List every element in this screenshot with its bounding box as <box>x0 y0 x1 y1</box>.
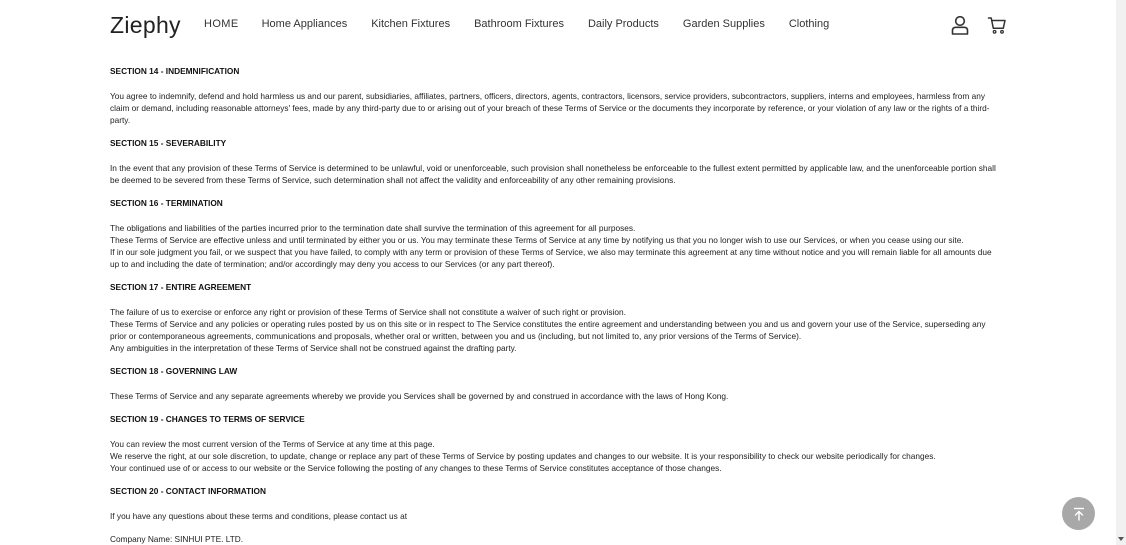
main-nav <box>204 18 853 30</box>
section-paragraph: If you have any questions about these terms and conditions, please contact us at <box>110 511 408 521</box>
section-paragraph: These Terms of Service are effective unless and until terminated by either you or us. You may terminate these Terms of Service at any time by notifying us that you no longer wish to use our Services, or when you cease using our site. <box>110 235 964 245</box>
terms-content <box>110 38 1002 545</box>
cart-icon[interactable] <box>987 15 1007 35</box>
site-header <box>0 0 1116 52</box>
section-paragraph: You agree to indemnify, defend and hold harmless us and our parent, subsidiaries, affiliates, partners, officers, directors, agents, contractors, licensors, service providers, subcontractors, suppliers, interns and employees, harmless from any claim or demand, including reasonable attorneys' fees, made by any third-party due to or arising out of your breach of these Terms of Service or the documents they incorporate by reference, or your violation of any law or the rights of a third-party. <box>110 91 990 125</box>
section-paragraph: Any ambiguities in the interpretation of these Terms of Service shall not be construed against the drafting party. <box>110 343 517 353</box>
nav-home-appliances[interactable]: Home Appliances <box>261 18 348 30</box>
section-paragraph: If in our sole judgment you fail, or we suspect that you have failed, to comply with any term or provision of these Terms of Service, we also may terminate this agreement at any time without notice and you will remain liable for all amounts due up to and including the date of termination; and/or accordingly may deny you access to our Services (or any part thereof). <box>110 247 992 269</box>
nav-home[interactable]: HOME <box>204 18 239 30</box>
section-heading: SECTION 16 - TERMINATION <box>110 198 223 208</box>
section-heading: SECTION 15 - SEVERABILITY <box>110 138 227 148</box>
nav-clothing[interactable]: Clothing <box>788 18 830 30</box>
terms-sections <box>110 65 1002 522</box>
user-icon[interactable] <box>950 15 970 35</box>
section-heading: SECTION 14 - INDEMNIFICATION <box>110 66 240 76</box>
site-logo[interactable]: Ziephy <box>110 12 181 38</box>
section-paragraph: The failure of us to exercise or enforce any right or provision of these Terms of Service shall not constitute a waiver of such right or provision. <box>110 307 626 317</box>
page-scrollbar[interactable] <box>1116 0 1126 545</box>
section-paragraph: The obligations and liabilities of the parties incurred prior to the termination date shall survive the termination of this agreement for all purposes. <box>110 223 636 233</box>
section-heading: SECTION 20 - CONTACT INFORMATION <box>110 486 266 496</box>
section-paragraph: Your continued use of or access to our website or the Service following the posting of any changes to these Terms of Service constitutes acceptance of those changes. <box>110 463 722 473</box>
section-paragraph: These Terms of Service and any separate agreements whereby we provide you Services shall be governed by and construed in accordance with the laws of Hong Kong. <box>110 391 729 401</box>
section-heading: SECTION 19 - CHANGES TO TERMS OF SERVICE <box>110 414 305 424</box>
scroll-down-arrow-icon[interactable] <box>1117 535 1125 543</box>
nav-kitchen-fixtures[interactable]: Kitchen Fixtures <box>371 18 451 30</box>
section-paragraph: You can review the most current version of the Terms of Service at any time at this page. <box>110 439 435 449</box>
section-heading: SECTION 18 - GOVERNING LAW <box>110 366 238 376</box>
nav-bathroom-fixtures[interactable]: Bathroom Fixtures <box>474 18 564 30</box>
arrow-up-icon <box>1072 507 1086 521</box>
section-paragraph: We reserve the right, at our sole discretion, to update, change or replace any part of these Terms of Service by posting updates and changes to our website. It is your responsibility to check our website periodically for changes. <box>110 451 936 461</box>
section-heading: SECTION 17 - ENTIRE AGREEMENT <box>110 282 252 292</box>
section-paragraph: In the event that any provision of these Terms of Service is determined to be unlawful, void or unenforceable, such provision shall nonetheless be enforceable to the fullest extent permitted by applicable law, and the unenforceable portion shall be deemed to be severed from these Terms of Service, such determination shall not affect the validity and enforceability of any other remaining provisions. <box>110 163 996 185</box>
back-to-top-button[interactable] <box>1062 497 1095 530</box>
nav-garden-supplies[interactable]: Garden Supplies <box>682 18 765 30</box>
section-paragraph: These Terms of Service and any policies or operating rules posted by us on this site or in respect to The Service constitutes the entire agreement and understanding between you and us and govern your use of the Service, superseding any prior or contemporaneous agreements, communications and proposals, whether oral or written, between you and us (including, but not limited to, any prior versions of the Terms of Service). <box>110 319 986 341</box>
nav-daily-products[interactable]: Daily Products <box>587 18 659 30</box>
cut-off-text-bottom: Company Name: SINHUI PTE. LTD. <box>110 534 244 544</box>
